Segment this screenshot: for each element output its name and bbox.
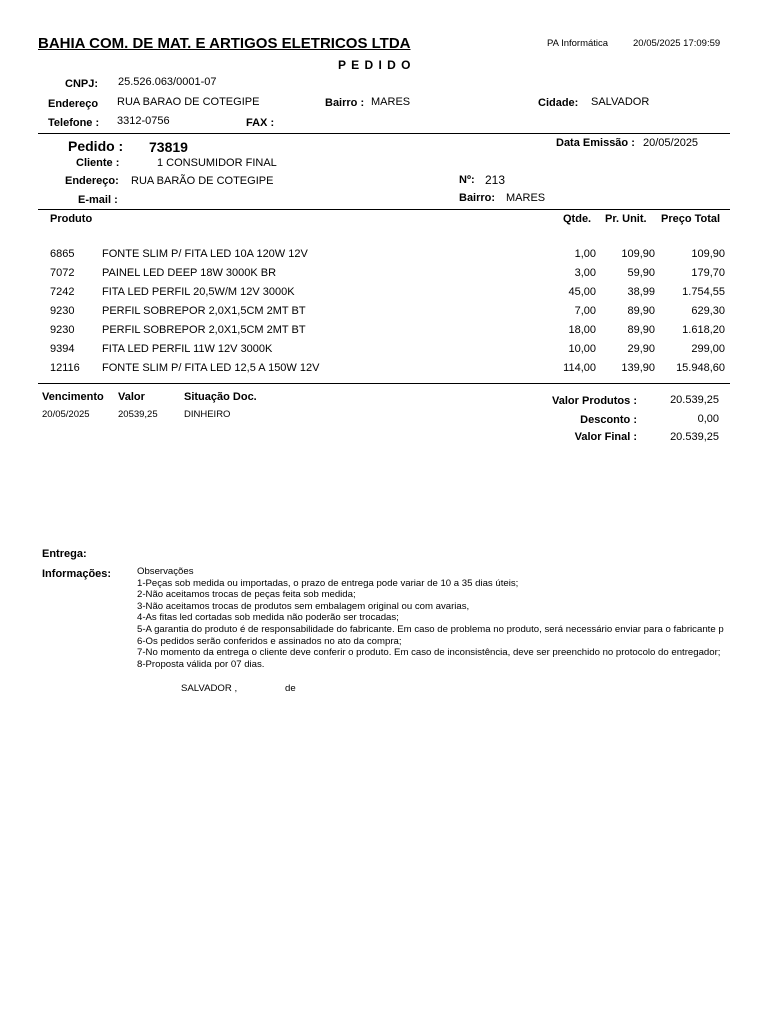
observation-line: 7-No momento da entrega o cliente deve conferir o produto. Em caso de inconsistência, deve ser preenchido no protocolo do entregador; — [137, 647, 721, 659]
observation-line: 2-Não aceitamos trocas de peças feita sob medida; — [137, 589, 356, 601]
observation-line: 1-Peças sob medida ou importadas, o prazo de entrega pode variar de 10 a 35 dias úteis; — [137, 577, 519, 589]
signature-de: de — [285, 683, 296, 694]
status-value: DINHEIRO — [184, 409, 231, 420]
company-city-label: Cidade: — [538, 97, 579, 109]
due-label: Vencimento — [42, 391, 104, 403]
item-description: FITA LED PERFIL 11W 12V 3000K — [102, 343, 273, 355]
discount-value: 0,00 — [697, 413, 719, 425]
item-qty: 114,00 — [563, 362, 596, 374]
observation-line: 4-As fitas led cortadas sob medida não poderão ser trocadas; — [137, 612, 399, 624]
col-total: Preço Total — [661, 213, 721, 225]
col-unit-price: Pr. Unit. — [605, 213, 647, 225]
cnpj-value: 25.526.063/0001-07 — [118, 76, 217, 88]
item-code: 9230 — [50, 305, 75, 317]
item-qty: 18,00 — [568, 324, 596, 336]
company-neighborhood-value: MARES — [371, 96, 411, 108]
observations-title: Observações — [137, 566, 194, 577]
signature-place: SALVADOR , — [181, 683, 238, 694]
item-total: 179,70 — [691, 267, 725, 279]
software-name: PA Informática — [547, 38, 609, 49]
client-label: Cliente : — [76, 157, 120, 169]
client-address-label: Endereço: — [65, 175, 119, 187]
item-total: 109,90 — [691, 248, 725, 260]
item-code: 7242 — [50, 286, 75, 298]
discount-label: Desconto : — [580, 414, 637, 426]
item-unit-price: 139,90 — [621, 362, 655, 374]
final-total-value: 20.539,25 — [670, 431, 719, 443]
observation-line: 8-Proposta válida por 07 dias. — [137, 658, 265, 670]
emission-date: 20/05/2025 — [643, 137, 699, 149]
item-code: 12116 — [50, 362, 80, 374]
item-code: 6865 — [50, 248, 75, 260]
item-code: 9230 — [50, 324, 75, 336]
item-qty: 3,00 — [574, 267, 596, 279]
observation-line: 6-Os pedidos serão conferidos e assinados no ato da compra; — [137, 635, 402, 647]
item-total: 629,30 — [691, 305, 725, 317]
client-number-label: Nº: — [459, 174, 475, 186]
item-unit-price: 109,90 — [621, 248, 655, 260]
order-label: Pedido : — [68, 138, 124, 154]
item-unit-price: 29,90 — [627, 343, 655, 355]
client-email-label: E-mail : — [78, 194, 118, 206]
company-phone-value: 3312-0756 — [117, 115, 170, 127]
company-city-value: SALVADOR — [591, 96, 650, 108]
client-address-value: RUA BARÃO DE COTEGIPE — [131, 175, 274, 187]
company-phone-label: Telefone : — [48, 117, 100, 129]
divider-items-bottom — [38, 383, 730, 384]
observation-line: 5-A garantia do produto é de responsabilidade do fabricante. Em caso de problema no produto, será necessário enviar para o fabricante p — [137, 624, 724, 635]
company-fax-label: FAX : — [246, 117, 275, 129]
item-qty: 1,00 — [574, 248, 596, 260]
item-code: 9394 — [50, 343, 75, 355]
company-address-value: RUA BARAO DE COTEGIPE — [117, 96, 260, 108]
client-value: 1 CONSUMIDOR FINAL — [157, 157, 277, 169]
item-total: 15.948,60 — [676, 362, 725, 374]
emission-label: Data Emissão : — [556, 137, 635, 149]
item-description: FONTE SLIM P/ FITA LED 10A 120W 12V — [102, 248, 308, 260]
divider-top — [38, 133, 730, 134]
item-qty: 7,00 — [574, 305, 596, 317]
company-neighborhood-label: Bairro : — [325, 97, 365, 109]
status-label: Situação Doc. — [184, 391, 257, 403]
item-qty: 45,00 — [568, 286, 596, 298]
item-total: 1.754,55 — [682, 286, 725, 298]
divider-items-top — [38, 209, 730, 210]
item-description: PERFIL SOBREPOR 2,0X1,5CM 2MT BT — [102, 324, 306, 336]
item-qty: 10,00 — [568, 343, 596, 355]
order-number: 73819 — [149, 139, 188, 155]
col-product: Produto — [50, 213, 93, 225]
item-unit-price: 59,90 — [627, 267, 655, 279]
products-total-value: 20.539,25 — [670, 394, 719, 406]
item-total: 1.618,20 — [682, 324, 725, 336]
client-neighborhood-value: MARES — [506, 192, 546, 204]
products-total-label: Valor Produtos : — [552, 395, 637, 407]
company-name: BAHIA COM. DE MAT. E ARTIGOS ELETRICOS LTDA — [38, 35, 411, 52]
client-neighborhood-label: Bairro: — [459, 192, 496, 204]
item-total: 299,00 — [691, 343, 725, 355]
item-description: FONTE SLIM P/ FITA LED 12,5 A 150W 12V — [102, 362, 320, 374]
item-description: PERFIL SOBREPOR 2,0X1,5CM 2MT BT — [102, 305, 306, 317]
item-unit-price: 89,90 — [627, 324, 655, 336]
company-address-label: Endereço — [48, 98, 99, 110]
final-total-label: Valor Final : — [574, 431, 637, 443]
item-description: PAINEL LED DEEP 18W 3000K BR — [102, 267, 277, 279]
cnpj-label: CNPJ: — [65, 78, 99, 90]
printed-at: 20/05/2025 17:09:59 — [633, 38, 721, 49]
info-label: Informações: — [42, 568, 112, 580]
item-code: 7072 — [50, 267, 75, 279]
col-qty: Qtde. — [563, 213, 592, 225]
item-description: FITA LED PERFIL 20,5W/M 12V 3000K — [102, 286, 295, 298]
payment-value: 20539,25 — [118, 409, 158, 420]
due-value: 20/05/2025 — [42, 409, 90, 420]
document-type: P E D I D O — [338, 58, 412, 72]
value-label: Valor — [118, 391, 145, 403]
client-number-value: 213 — [485, 173, 506, 187]
observation-line: 3-Não aceitamos trocas de produtos sem embalagem original ou com avarias, — [137, 600, 470, 612]
delivery-label: Entrega: — [42, 548, 87, 560]
item-unit-price: 38,99 — [627, 286, 655, 298]
item-unit-price: 89,90 — [627, 305, 655, 317]
